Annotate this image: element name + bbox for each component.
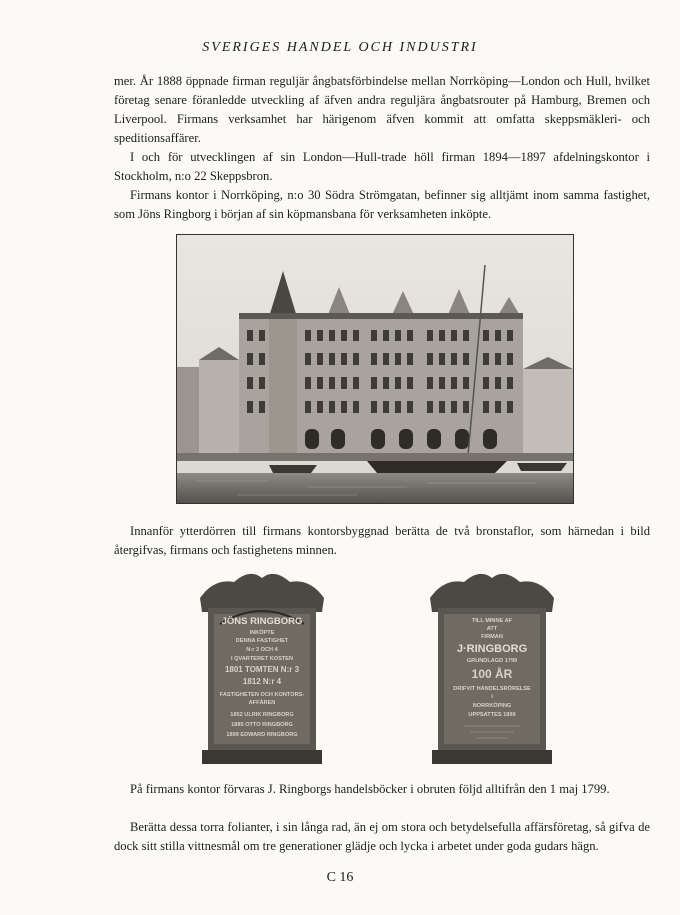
plaque-left-svg (194, 568, 330, 768)
plaque-right-line: FIRMAN (481, 634, 503, 640)
plaque-right-line: TILL MINNE AF (471, 618, 513, 624)
plaque-right-line: NORRKÖPING (472, 703, 512, 709)
paragraph-4: Innanför ytterdörren till firmans kontorsbyggnad berätta de två bronstaflor, som härnedan i bild återgifvas, firmans och fastighetens minnen. (114, 524, 650, 557)
plaque-right-title: J·RINGBORG (456, 643, 528, 655)
paragraph-3: Firmans kontor i Norrköping, n:o 30 Södra Strömgatan, befinner sig alltjämt inom samma fastighet, som Jöns Ringborg i början af sin köpmansbana för verksamheten inköpte. (114, 188, 650, 221)
paragraph-2: I och för utvecklingen af sin London—Hull-trade höll firman 1894—1897 afdelningskontor i Stockholm, n:o 22 Skeppsbron. (114, 150, 650, 183)
plaque-left-line: I QVARTERET KOSTEN (230, 656, 294, 662)
building-illustration (177, 235, 573, 503)
plaque-left-line: 1899 EDWARD RINGBORG (226, 732, 298, 738)
page-number: C 16 (326, 870, 354, 885)
bronze-plaque-left (194, 568, 330, 773)
plaque-right-line: 100 ÅR (471, 667, 513, 681)
plaque-left-line: DENNA FASTIGHET (235, 638, 289, 644)
plaque-left-line: N:r 3 OCH 4 (246, 647, 278, 653)
plaque-left-line: FASTIGHETEN OCH KONTORS- (219, 692, 305, 698)
paragraph-6: Berätta dessa torra folianter, i sin långa rad, än ej om stora och betydelsefulla affärsföretag, så gifva de dock sitt stilla vittnesmål om tre generationer glädje och lycka i arbetet under goda gudars hägn. (114, 820, 650, 853)
plaque-left-title: JÖNS RINGBORG (221, 616, 303, 627)
plaque-left-line: INKÖPTE (249, 630, 275, 636)
bronze-plaque-right (424, 568, 560, 773)
paragraph-1: mer. År 1888 öppnade firman reguljär ångbatsförbindelse mellan Norrköping—London och Hull, hvilket företag senare föranledde utveckling af äfven andra reguljära ångbatsrouter på Hamburg, Bremen och Liverpool. Firmans verksamhet har härigenom äfven kommit att omfatta skeppsmäkleri- och speditionsaffärer. (114, 74, 650, 145)
plaque-left-line: 1885 OTTO RINGBORG (231, 722, 293, 728)
plaque-left-line: AFFÄREN (248, 700, 276, 706)
building-photograph (176, 234, 574, 504)
plaque-right-line: UPPSATTES 1899 (468, 712, 516, 718)
plaque-right-line: ATT (486, 626, 498, 632)
plaque-left-line: 1852 ULRIK RINGBORG (230, 712, 294, 718)
plaque-right-line: I (491, 694, 493, 700)
plaque-left-line: 1801 TOMTEN N:r 3 (224, 665, 300, 674)
paragraph-5: På firmans kontor förvaras J. Ringborgs handelsböcker i obruten följd alltifrån den 1 maj 1799. (130, 782, 610, 796)
running-head: SVERIGES HANDEL OCH INDUSTRI (202, 40, 478, 55)
plaque-right-svg (424, 568, 560, 768)
plaque-right-line: DRIFVIT HANDELSRÖRELSE (453, 686, 531, 692)
plaque-right-line: GRUNDLAGD 1799 (466, 658, 518, 664)
plaque-left-line: 1812 N:r 4 (242, 677, 282, 686)
